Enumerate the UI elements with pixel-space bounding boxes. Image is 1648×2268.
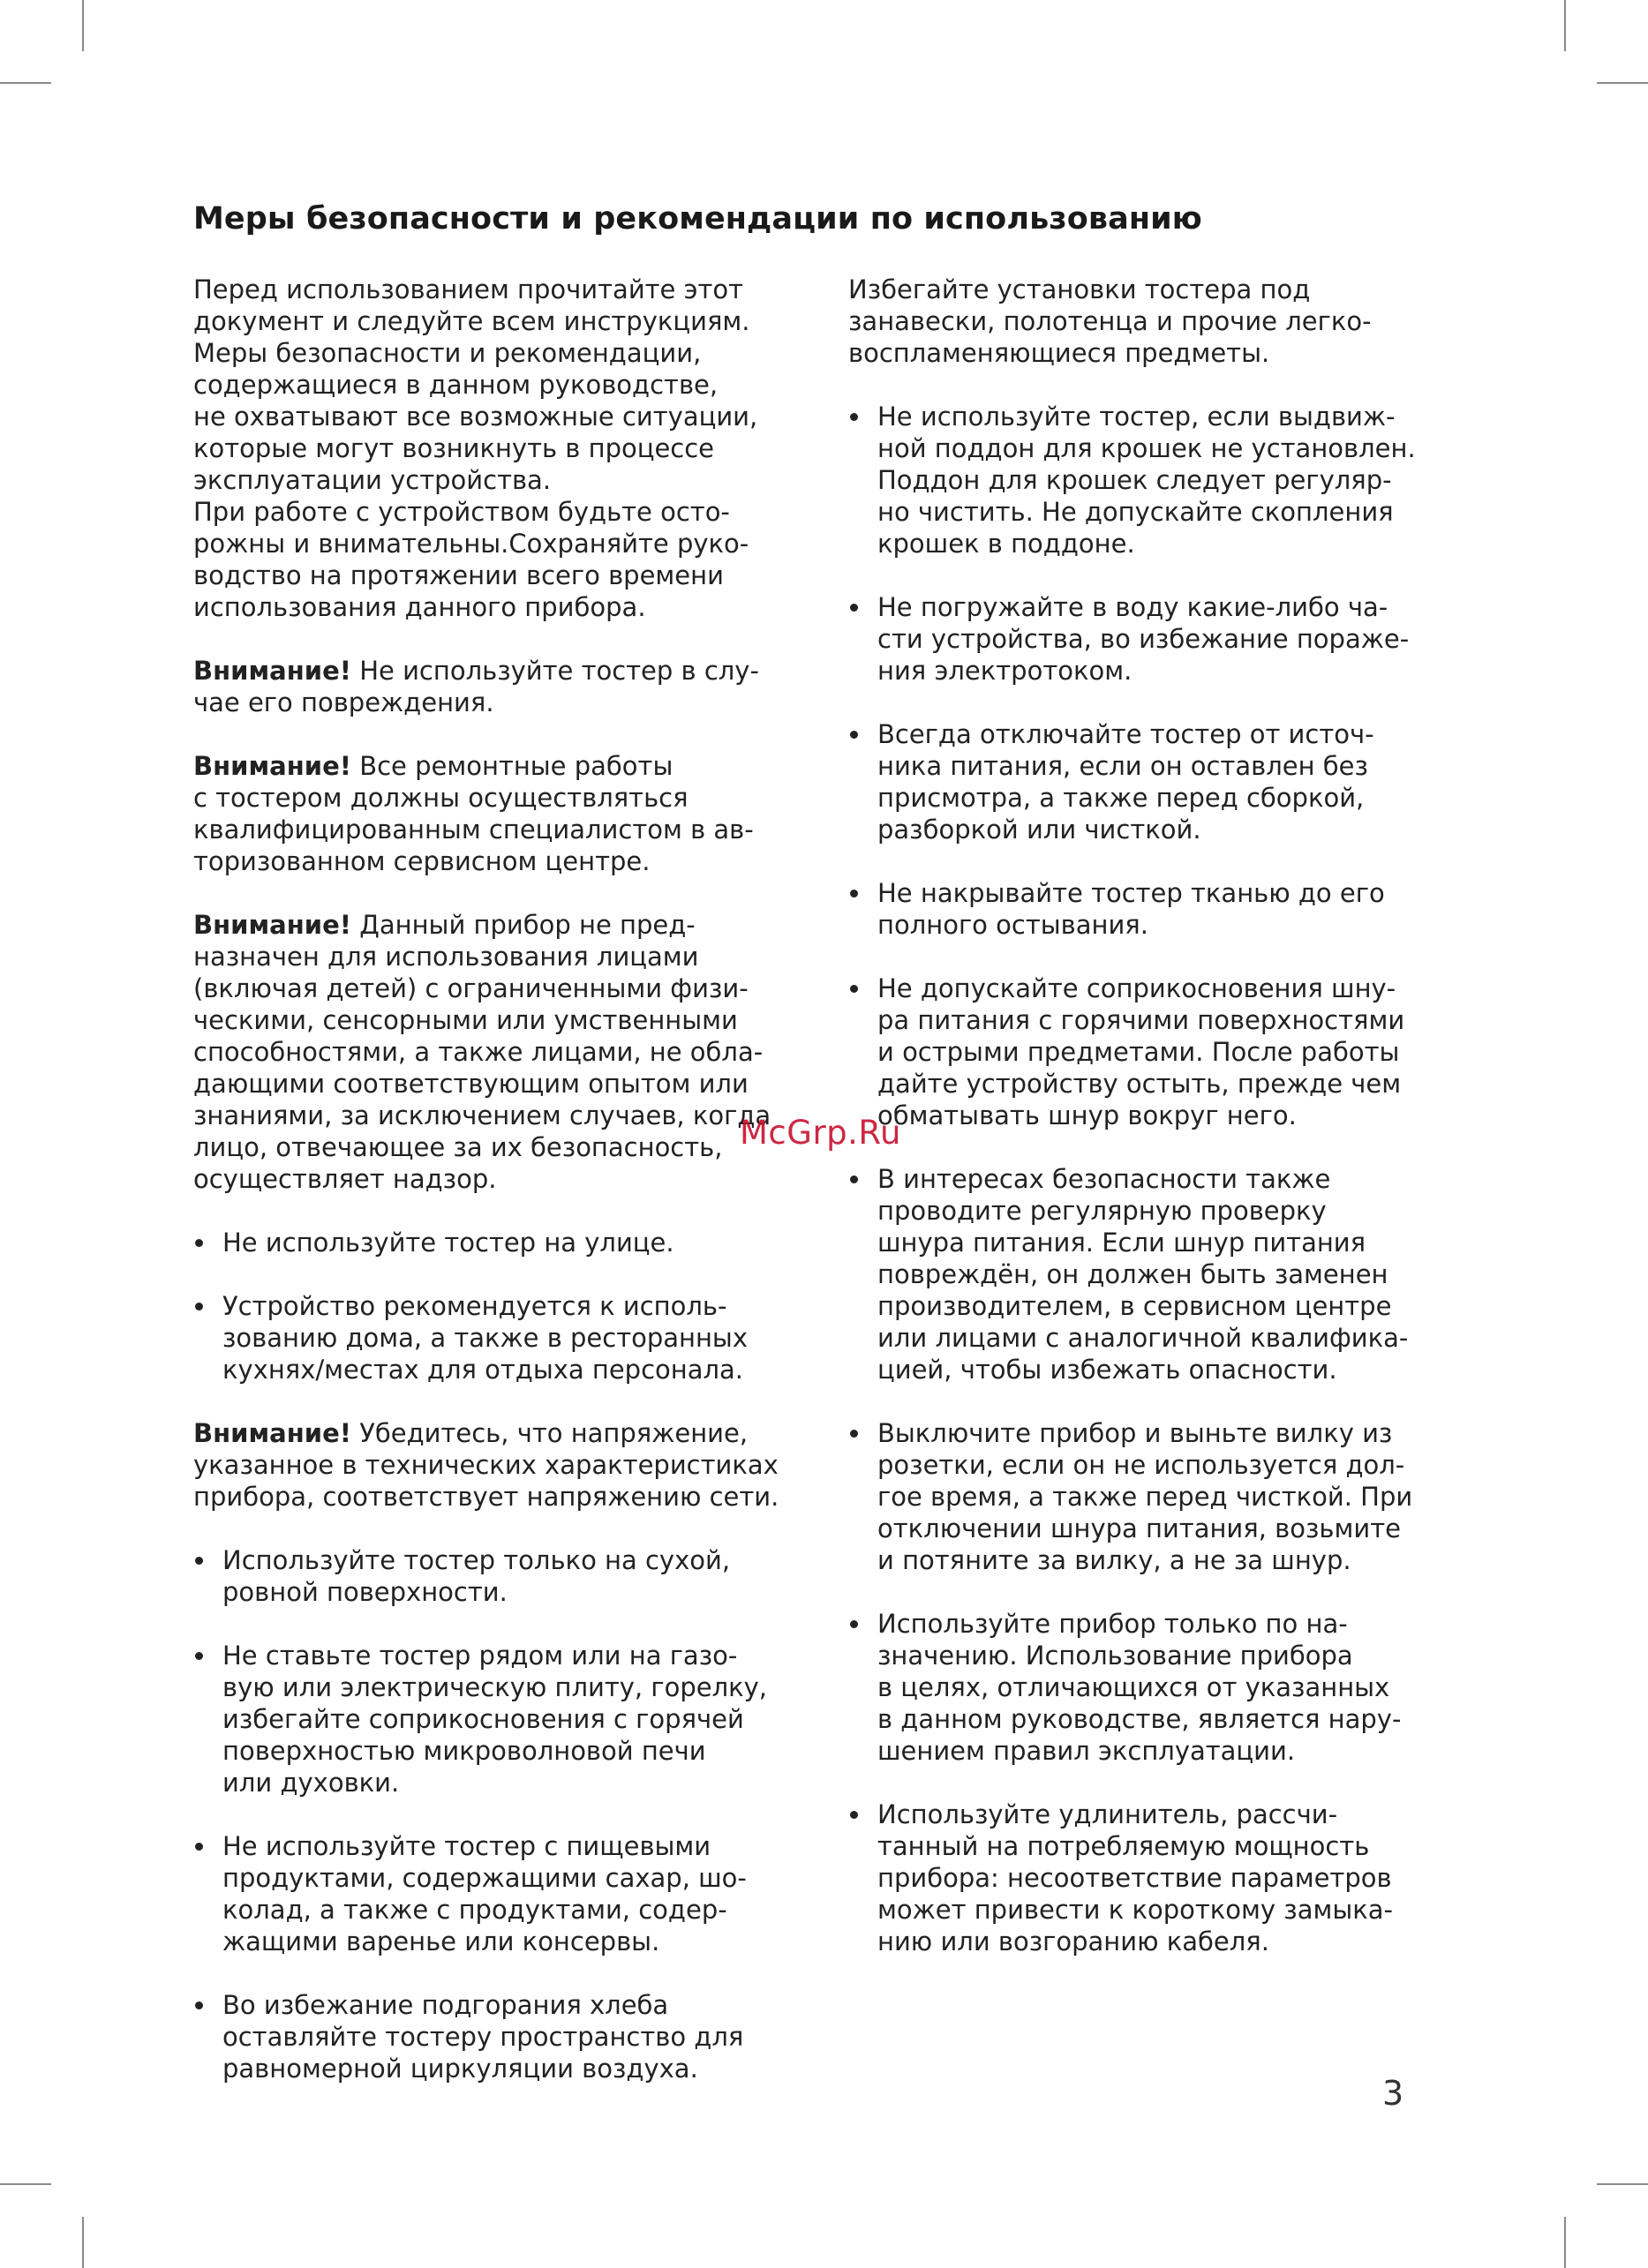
bullet-item — [848, 401, 1484, 559]
text-line: Во избежание подгорания хлеба — [222, 1990, 669, 2020]
text-line: колад, а также с продуктами, содер- — [222, 1895, 727, 1925]
block-gap — [848, 845, 1484, 877]
text-line: Не ставьте тостер рядом или на газо- — [222, 1641, 738, 1671]
block-gap — [848, 1576, 1484, 1608]
text-line: ра питания с горячими поверхностями — [877, 1005, 1405, 1035]
text-line: чае его повреждения. — [193, 687, 494, 717]
text-line: Используйте удлинитель, рассчи- — [877, 1799, 1338, 1829]
text-line: избегайте соприкосновения с горячей — [222, 1704, 744, 1734]
text-line: эксплуатации устройства. — [193, 465, 552, 495]
bullet-icon — [195, 1557, 203, 1565]
text-line: равномерной циркуляции воздуха. — [222, 2054, 698, 2084]
text-line: Не используйте тостер на улице. — [222, 1228, 674, 1258]
text-line: знаниями, за исключением случаев, когда — [193, 1100, 771, 1130]
text-line: продуктами, содержащими сахар, шо- — [222, 1863, 747, 1893]
block-gap — [193, 1386, 794, 1417]
bullet-icon — [850, 1620, 858, 1628]
text-line: Не накрывайте тостер тканью до его — [877, 878, 1385, 908]
text-line: танный на потребляемую мощность — [877, 1831, 1370, 1861]
text-line: жащими варенье или консервы. — [222, 1926, 660, 1956]
text-line: Избегайте установки тостера под — [848, 274, 1311, 304]
text-line: ровной поверхности. — [222, 1577, 508, 1607]
text-line: прибора, соответствует напряжению сети. — [193, 1482, 779, 1512]
warning-first-line — [193, 655, 794, 687]
text-line: содержащиеся в данном руководстве, — [193, 370, 719, 400]
text-line: Выключите прибор и выньте вилку из — [877, 1418, 1393, 1448]
warning-label: Внимание! — [193, 751, 351, 781]
text-line: и потяните за вилку, а не за шнур. — [877, 1545, 1351, 1575]
text-line: дающими соответствующим опытом или — [193, 1069, 749, 1099]
warning-paragraph — [193, 909, 794, 1195]
bullet-icon — [850, 1811, 858, 1819]
crop-mark — [82, 2217, 84, 2268]
block-gap — [193, 1608, 794, 1640]
text-line: гое время, а также перед чисткой. При — [877, 1482, 1413, 1512]
text-line: или духовки. — [222, 1768, 400, 1798]
text-line: но чистить. Не допускайте скопления — [877, 497, 1394, 527]
text-line: и острыми предметами. После работы — [877, 1037, 1400, 1067]
text-line: шением правил эксплуатации. — [877, 1736, 1296, 1766]
warning-text: Все ремонтные работы — [359, 751, 673, 781]
text-line: Используйте прибор только по на- — [877, 1609, 1348, 1639]
text-line: в данном руководстве, является нару- — [877, 1704, 1402, 1734]
bullet-icon — [195, 1303, 203, 1310]
block-gap — [848, 559, 1484, 591]
text-line: указанное в технических характеристиках — [193, 1450, 779, 1480]
text-line: ческими, сенсорными или умственными — [193, 1005, 738, 1035]
crop-mark — [1564, 2217, 1566, 2268]
bullet-icon — [850, 1430, 858, 1438]
text-line: лицо, отвечающее за их безопасность, — [193, 1132, 723, 1162]
text-line: полного остывания. — [877, 910, 1148, 940]
block-gap — [848, 369, 1484, 401]
bullet-item — [193, 1227, 794, 1258]
block-gap — [848, 1767, 1484, 1799]
bullet-item — [848, 1417, 1484, 1576]
text-line: осуществляет надзор. — [193, 1164, 497, 1194]
bullet-item — [193, 1290, 794, 1386]
crop-mark — [0, 82, 51, 84]
paragraph — [848, 274, 1484, 369]
text-line: Поддон для крошек следует регуляр- — [877, 465, 1392, 495]
bullet-item — [848, 1799, 1484, 1957]
crop-mark — [1564, 0, 1566, 51]
bullet-icon — [850, 731, 858, 739]
text-line: может привести к короткому замыка- — [877, 1895, 1394, 1925]
block-gap — [193, 1957, 794, 1989]
text-line: Всегда отключайте тостер от источ- — [877, 719, 1374, 749]
text-line: розетки, если он не используется дол- — [877, 1450, 1405, 1480]
right-column — [848, 274, 1484, 1957]
text-line: значению. Использование прибора — [877, 1641, 1353, 1671]
bullet-icon — [850, 604, 858, 612]
text-line: проводите регулярную проверку — [877, 1196, 1327, 1226]
text-line: которые могут возникнуть в процессе — [193, 433, 715, 463]
text-line: Используйте тостер только на сухой, — [222, 1545, 731, 1575]
text-line: зованию дома, а также в ресторанных — [222, 1323, 748, 1353]
bullet-item — [848, 1608, 1484, 1767]
text-line: занавески, полотенца и прочие легко- — [848, 306, 1372, 336]
page-title: Меры безопасности и рекомендации по использованию — [193, 201, 1202, 237]
text-line: крошек в поддоне. — [877, 529, 1135, 559]
text-line: сти устройства, во избежание пораже- — [877, 624, 1410, 654]
block-gap — [193, 1799, 794, 1830]
block-gap — [193, 1258, 794, 1290]
warning-text: Данный прибор не пред- — [359, 910, 696, 940]
block-gap — [848, 687, 1484, 718]
bullet-item — [848, 591, 1484, 687]
text-line: торизованном сервисном центре. — [193, 846, 651, 876]
bullet-item — [848, 1163, 1484, 1386]
text-line: присмотра, а также перед сборкой, — [877, 783, 1365, 813]
bullet-item — [848, 718, 1484, 845]
text-line: назначен для использования лицами — [193, 942, 699, 972]
text-line: производителем, в сервисном центре — [877, 1291, 1392, 1321]
block-gap — [848, 941, 1484, 973]
text-line: В интересах безопасности также — [877, 1164, 1331, 1194]
text-line: Не используйте тостер, если выдвиж- — [877, 402, 1396, 432]
bullet-item — [193, 1989, 794, 2084]
block-gap — [193, 1195, 794, 1227]
text-line: Меры безопасности и рекомендации, — [193, 338, 702, 368]
text-line: Не погружайте в воду какие-либо ча- — [877, 592, 1388, 622]
bullet-icon — [850, 1175, 858, 1183]
bullet-icon — [850, 413, 858, 421]
text-line: отключении шнура питания, возьмите — [877, 1513, 1401, 1543]
text-line: разборкой или чисткой. — [877, 815, 1201, 845]
warning-first-line — [193, 1417, 794, 1449]
text-line: дайте устройству остыть, прежде чем — [877, 1069, 1402, 1099]
text-line: нию или возгоранию кабеля. — [877, 1926, 1269, 1956]
text-line: Не допускайте соприкосновения шну- — [877, 973, 1396, 1003]
page-number: 3 — [1382, 2074, 1404, 2113]
left-column — [193, 274, 794, 2084]
text-line: поверхностью микроволновой печи — [222, 1736, 706, 1766]
text-line: ния электротоком. — [877, 656, 1133, 686]
text-line: Перед использованием прочитайте этот — [193, 274, 744, 304]
block-gap — [193, 718, 794, 750]
text-line: ной поддон для крошек не установлен. — [877, 433, 1416, 463]
text-line: шнура питания. Если шнур питания — [877, 1228, 1366, 1258]
warning-text: Не используйте тостер в слу- — [359, 656, 759, 686]
text-line: (включая детей) с ограниченными физи- — [193, 973, 749, 1003]
text-line: кухнях/местах для отдыха персонала. — [222, 1355, 744, 1385]
bullet-item — [193, 1640, 794, 1799]
text-line: с тостером должны осуществляться — [193, 783, 689, 813]
warning-text: Убедитесь, что напряжение, — [359, 1418, 749, 1448]
warning-label: Внимание! — [193, 1418, 351, 1448]
bullet-icon — [850, 890, 858, 897]
warning-label: Внимание! — [193, 910, 351, 940]
bullet-icon — [195, 2001, 203, 2009]
text-line: воспламеняющиеся предметы. — [848, 338, 1270, 368]
bullet-item — [848, 973, 1484, 1131]
text-line: повреждён, он должен быть заменен — [877, 1259, 1388, 1289]
bullet-icon — [195, 1239, 203, 1247]
warning-paragraph — [193, 655, 794, 718]
text-line: Не используйте тостер с пищевыми — [222, 1831, 711, 1861]
text-line: оставляйте тостеру пространство для — [222, 2022, 744, 2052]
warning-first-line — [193, 750, 794, 782]
crop-mark — [0, 2183, 51, 2185]
bullet-icon — [195, 1652, 203, 1660]
text-line: При работе с устройством будьте осто- — [193, 497, 730, 527]
text-line: не охватывают все возможные ситуации, — [193, 402, 758, 432]
text-line: в целях, отличающихся от указанных — [877, 1672, 1390, 1702]
crop-mark — [82, 0, 84, 51]
text-line: прибора: несоответствие параметров — [877, 1863, 1392, 1893]
text-line: документ и следуйте всем инструкциям. — [193, 306, 750, 336]
block-gap — [193, 1513, 794, 1544]
text-line: рожны и внимательны.Сохраняйте руко- — [193, 529, 749, 559]
text-line: Устройство рекомендуется к исполь- — [222, 1291, 727, 1321]
text-line: цией, чтобы избежать опасности. — [877, 1355, 1337, 1385]
bullet-item — [193, 1830, 794, 1957]
text-line: квалифицированным специалистом в ав- — [193, 815, 754, 845]
block-gap — [848, 1131, 1484, 1163]
bullet-icon — [850, 985, 858, 993]
text-line: водство на протяжении всего времени — [193, 560, 724, 590]
text-line: вую или электрическую плиту, горелку, — [222, 1672, 768, 1702]
warning-label: Внимание! — [193, 656, 351, 686]
paragraph — [193, 274, 794, 623]
crop-mark — [1597, 82, 1648, 84]
bullet-item — [193, 1544, 794, 1608]
block-gap — [193, 877, 794, 909]
warning-paragraph — [193, 750, 794, 877]
text-line: или лицами с аналогичной квалифика- — [877, 1323, 1409, 1353]
block-gap — [848, 1386, 1484, 1417]
block-gap — [193, 623, 794, 655]
text-line: использования данного прибора. — [193, 592, 646, 622]
warning-paragraph — [193, 1417, 794, 1513]
warning-first-line — [193, 909, 794, 941]
text-line: обматывать шнур вокруг него. — [877, 1100, 1297, 1130]
bullet-icon — [195, 1843, 203, 1851]
watermark: McGrp.Ru — [740, 1114, 901, 1152]
crop-mark — [1597, 2183, 1648, 2185]
text-line: ника питания, если он оставлен без — [877, 751, 1368, 781]
bullet-item — [848, 877, 1484, 941]
text-line: способностями, а также лицами, не обла- — [193, 1037, 764, 1067]
